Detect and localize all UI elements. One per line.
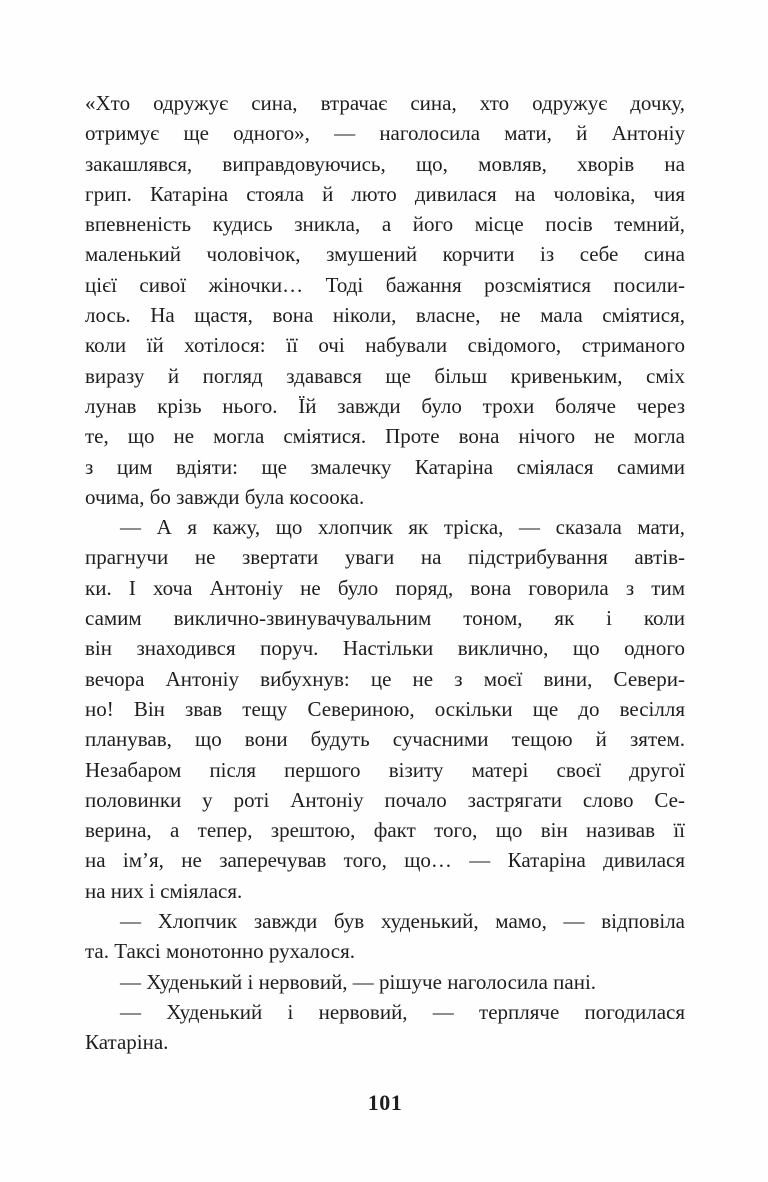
text-line: прагнучи не звертати уваги на підстрибування автів- xyxy=(85,545,685,570)
text-line: те, що не могла сміятися. Проте вона нічого не могла xyxy=(85,424,685,449)
text-line: но! Він звав тещу Севериною, оскільки ще до весілля xyxy=(85,696,685,721)
text-line: — Худенький і нервовий, — рішуче наголосила пані. xyxy=(120,969,597,994)
page-number: 101 xyxy=(367,1090,403,1115)
text-line: половинки у роті Антоніу почало застрягати слово Се- xyxy=(85,787,685,812)
text-line: — Хлопчик завжди був худенький, мамо, — відповіла xyxy=(120,909,685,934)
text-line: закашлявся, виправдовуючись, що, мовляв, хворів на xyxy=(85,151,685,176)
paragraph xyxy=(85,512,685,906)
text-line: цієї сивої жіночки… Тоді бажання розсміятися посили- xyxy=(85,272,685,297)
text-line: очима, бо завжди була косоока. xyxy=(85,484,365,509)
text-line: він знаходився поруч. Настільки виклично, що одного xyxy=(85,636,685,661)
paragraph xyxy=(85,906,685,967)
text-line: Катаріна. xyxy=(85,1030,169,1055)
text-line: грип. Катаріна стояла й люто дивилася на чоловіка, чия xyxy=(85,181,685,206)
text-line: з цим вдіяти: ще змалечку Катаріна сміялася самими xyxy=(85,454,685,479)
text-line: та. Таксі монотонно рухалося. xyxy=(85,939,356,964)
text-line: отримує ще одного», — наголосила мати, й Антоніу xyxy=(85,121,685,146)
text-line: лунав крізь нього. Їй завжди було трохи боляче через xyxy=(85,393,685,418)
paragraph xyxy=(85,88,685,512)
text-line: маленький чоловічок, змушений корчити із себе сина xyxy=(85,242,685,267)
paragraph xyxy=(85,967,685,997)
text-line: самим виклично-звинувачувальним тоном, як і коли xyxy=(85,606,685,631)
text-line: коли їй хотілося: її очі набували свідомого, стриманого xyxy=(85,333,685,358)
text-line: лось. На щастя, вона ніколи, власне, не мала сміятися, xyxy=(85,303,685,328)
text-line: на ім’я, не заперечував того, що… — Катаріна дивилася xyxy=(85,848,685,873)
text-line: — А я кажу, що хлопчик як тріска, — сказала мати, xyxy=(120,515,685,540)
text-line: виразу й погляд здавався ще більш кривеньким, сміх xyxy=(85,363,685,388)
text-line: вечора Антоніу вибухнув: це не з моєї вини, Севери- xyxy=(85,666,685,691)
text-line: верина, а тепер, зрештою, факт того, що він називав її xyxy=(85,818,685,843)
text-line: планував, що вони будуть сучасними тещою й зятем. xyxy=(85,727,685,752)
paragraph xyxy=(85,997,685,1058)
text-line: — Худенький і нервовий, — терпляче погодилася xyxy=(120,999,685,1024)
text-line: Незабаром після першого візиту матері своєї другої xyxy=(85,757,685,782)
text-line: впевненість кудись зникла, а його місце посів темний, xyxy=(85,212,685,237)
body-text xyxy=(85,88,685,1058)
text-line: на них і сміялася. xyxy=(85,878,243,903)
text-line: ки. І хоча Антоніу не було поряд, вона говорила з тим xyxy=(85,575,685,600)
text-line: «Хто одружує сина, втрачає сина, хто одружує дочку, xyxy=(85,91,685,115)
